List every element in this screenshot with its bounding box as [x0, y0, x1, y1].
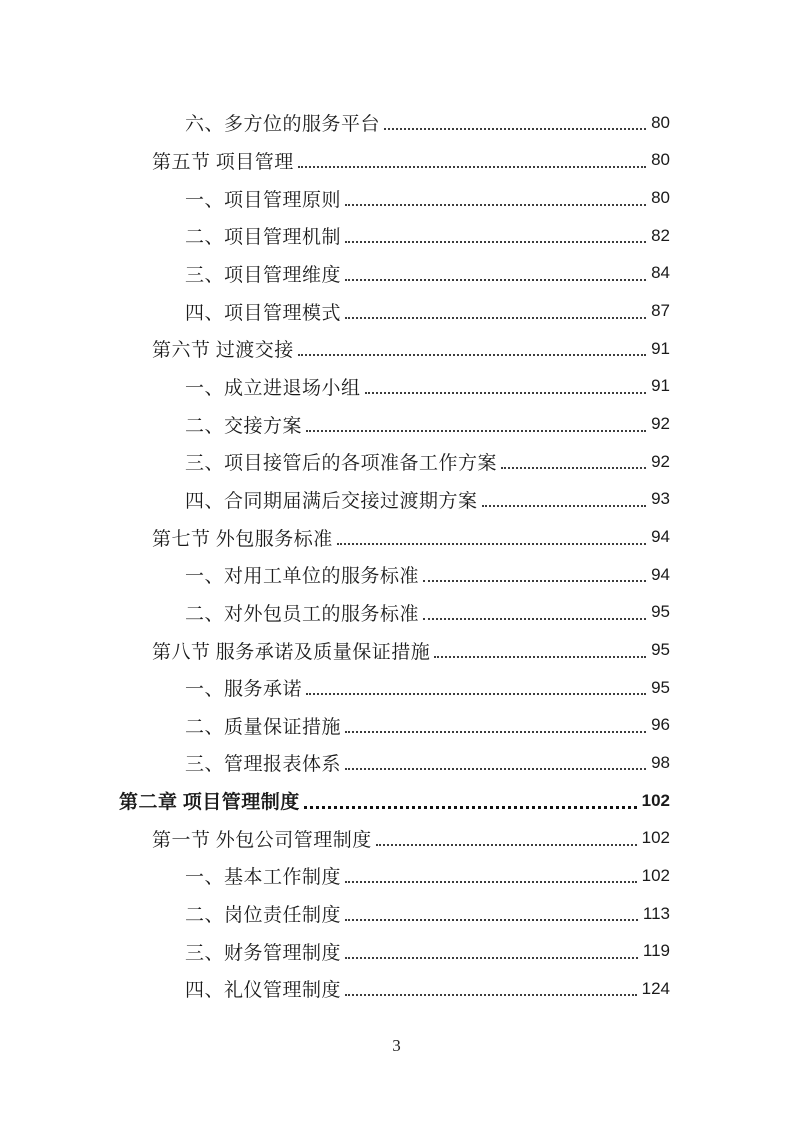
toc-entry[interactable] [119, 292, 670, 330]
toc-leader-dots [345, 731, 646, 733]
toc-leader-dots [345, 881, 637, 883]
toc-entry[interactable] [119, 330, 670, 368]
toc-leader-dots [306, 430, 646, 432]
toc-entry-page-number: 87 [651, 301, 670, 321]
toc-entry-page-number: 102 [641, 865, 670, 885]
toc-entry[interactable] [119, 481, 670, 519]
toc-entry-title: 三、管理报表体系 [185, 754, 342, 776]
toc-entry-page-number: 119 [642, 941, 670, 961]
toc-leader-dots [298, 354, 646, 356]
toc-entry[interactable] [119, 179, 670, 217]
toc-entry-page-number: 92 [651, 414, 670, 434]
toc-entry-title: 第一节 外包公司管理制度 [152, 829, 372, 851]
toc-entry-title: 一、项目管理原则 [185, 189, 342, 211]
toc-entry-page-number: 91 [651, 376, 670, 396]
toc-entry-page-number: 93 [651, 489, 670, 509]
toc-entry-page-number: 98 [651, 752, 670, 772]
toc-leader-dots [482, 505, 647, 507]
toc-leader-dots [345, 919, 638, 921]
toc-leader-dots [345, 317, 646, 319]
toc-entry[interactable] [119, 819, 670, 857]
toc-entry-page-number: 124 [641, 978, 670, 998]
toc-entry-page-number: 96 [651, 715, 670, 735]
toc-entry-page-number: 95 [651, 677, 670, 697]
toc-entry-page-number: 94 [651, 527, 670, 547]
toc-leader-dots [365, 392, 647, 394]
toc-leader-dots [345, 994, 637, 996]
toc-leader-dots [501, 467, 646, 469]
toc-entry[interactable] [119, 104, 670, 142]
toc-entry-page-number: 92 [651, 451, 670, 471]
toc-entry-title: 二、对外包员工的服务标准 [185, 603, 420, 625]
toc-leader-dots [423, 618, 646, 620]
toc-entry-page-number: 95 [651, 602, 670, 622]
toc-entry-page-number: 113 [642, 903, 670, 923]
toc-entry-title: 第二章 项目管理制度 [119, 792, 300, 814]
toc-leader-dots [434, 656, 646, 658]
toc-entry[interactable] [119, 368, 670, 406]
toc-entry-title: 二、项目管理机制 [185, 227, 342, 249]
toc-entry[interactable] [119, 405, 670, 443]
toc-leader-dots [376, 844, 637, 846]
toc-entry-title: 二、岗位责任制度 [185, 905, 342, 927]
toc-entry-title: 三、项目管理维度 [185, 264, 342, 286]
toc-entry-page-number: 94 [651, 564, 670, 584]
toc-entry-title: 三、项目接管后的各项准备工作方案 [185, 453, 498, 475]
toc-leader-dots [298, 166, 646, 168]
toc-entry-title: 第六节 过渡交接 [152, 340, 294, 362]
toc-entry-page-number: 102 [641, 828, 670, 848]
toc-entry[interactable] [119, 556, 670, 594]
toc-entry[interactable] [119, 895, 670, 933]
toc-entry[interactable] [119, 443, 670, 481]
toc-entry-title: 二、交接方案 [185, 415, 303, 437]
toc-leader-dots [345, 241, 646, 243]
toc-entry[interactable] [119, 669, 670, 707]
toc-entry-title: 一、服务承诺 [185, 679, 303, 701]
toc-entry-title: 一、对用工单位的服务标准 [185, 566, 420, 588]
toc-leader-dots [345, 204, 646, 206]
toc-leader-dots [337, 543, 646, 545]
toc-entry[interactable] [119, 932, 670, 970]
toc-entry-title: 第七节 外包服务标准 [152, 528, 333, 550]
toc-entry[interactable] [119, 782, 670, 820]
toc-entry-title: 二、质量保证措施 [185, 716, 342, 738]
toc-leader-dots [423, 580, 646, 582]
toc-entry-title: 六、多方位的服务平台 [185, 114, 381, 136]
toc-entry-page-number: 91 [651, 338, 670, 358]
toc-entry-page-number: 80 [651, 150, 670, 170]
toc-entry[interactable] [119, 518, 670, 556]
toc-entry[interactable] [119, 744, 670, 782]
toc-leader-dots [345, 957, 638, 959]
toc-leader-dots [345, 768, 646, 770]
toc-entry-title: 一、基本工作制度 [185, 867, 342, 889]
toc-entry[interactable] [119, 217, 670, 255]
footer-page-number: 3 [392, 1036, 401, 1055]
toc-entry-page-number: 95 [651, 640, 670, 660]
toc-entry-page-number: 82 [651, 225, 670, 245]
toc-entry-title: 三、财务管理制度 [185, 942, 342, 964]
toc-entry[interactable] [119, 857, 670, 895]
toc-entry-title: 四、礼仪管理制度 [185, 980, 342, 1002]
toc-leader-dots [306, 693, 646, 695]
toc-entry[interactable] [119, 142, 670, 180]
toc-entry[interactable] [119, 970, 670, 1008]
toc-entry[interactable] [119, 631, 670, 669]
toc-entry[interactable] [119, 255, 670, 293]
toc-entry-page-number: 80 [651, 112, 670, 132]
toc-leader-dots [304, 806, 637, 809]
toc-entry-title: 第八节 服务承诺及质量保证措施 [152, 641, 431, 663]
toc-entry[interactable] [119, 594, 670, 632]
toc-entry[interactable] [119, 707, 670, 745]
toc-entry-title: 四、合同期届满后交接过渡期方案 [185, 490, 478, 512]
toc-entry-title: 第五节 项目管理 [152, 151, 294, 173]
toc-entry-title: 一、成立进退场小组 [185, 377, 361, 399]
toc-entry-page-number: 102 [641, 790, 670, 810]
toc-leader-dots [384, 128, 646, 130]
toc-entry-page-number: 80 [651, 188, 670, 208]
toc-leader-dots [345, 279, 646, 281]
toc-entry-title: 四、项目管理模式 [185, 302, 342, 324]
table-of-contents [119, 104, 670, 1008]
toc-entry-page-number: 84 [651, 263, 670, 283]
